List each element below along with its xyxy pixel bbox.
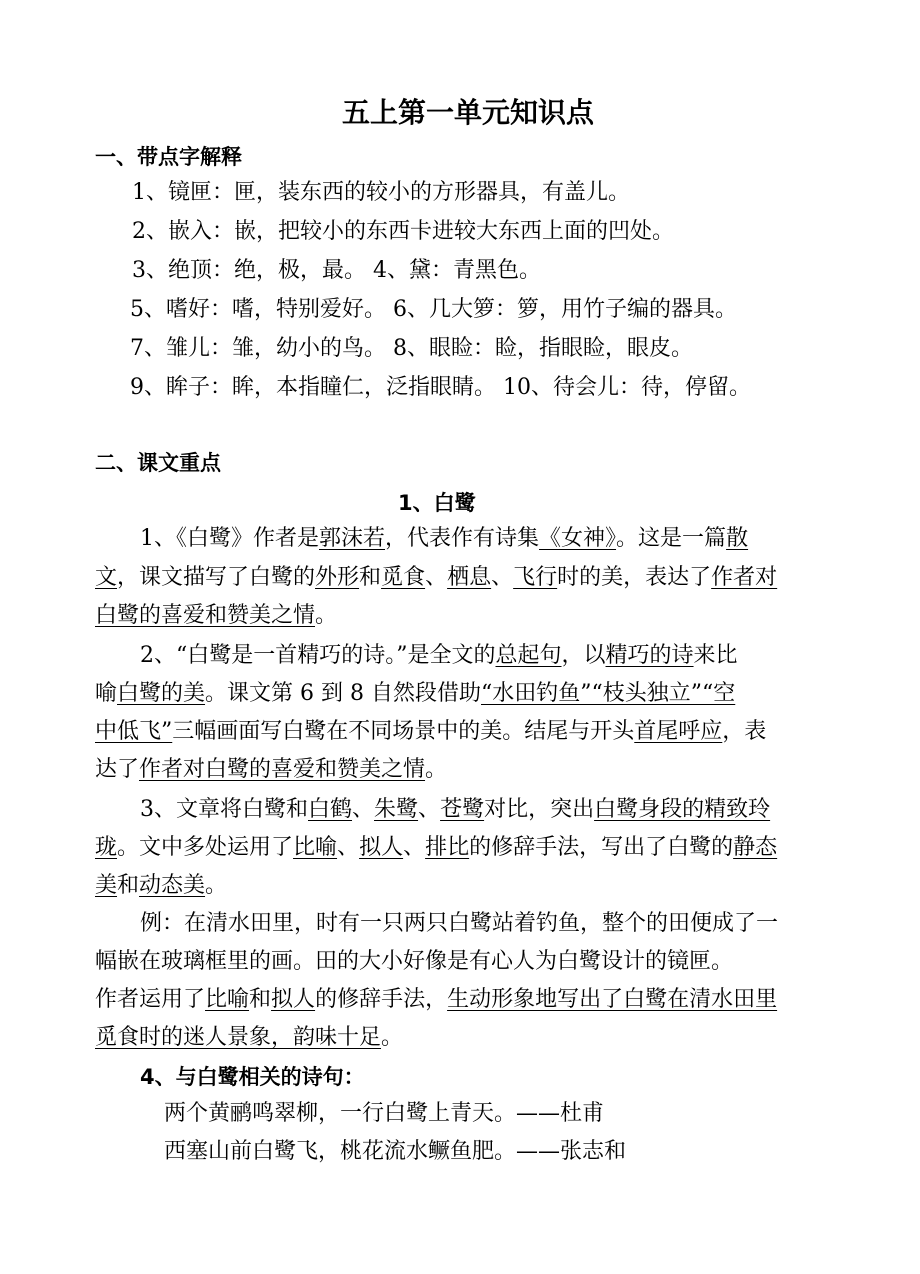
example-line-3: 作者运用了比喻和拟人的修辞手法，生动形象地写出了白鹭在清水田里 [95, 987, 778, 1012]
lesson-title: 1、白鹭 [398, 491, 476, 515]
example-line-2: 幅嵌在玻璃框里的画。田的大小好像是有心人为白鹭设计的镜匣。 [95, 949, 734, 974]
poem-line-1: 两个黄鹂鸣翠柳，一行白鹭上青天。——杜甫 [164, 1101, 605, 1126]
poems-heading: 4、与白鹭相关的诗句： [140, 1065, 365, 1089]
example-line-1: 例：在清水田里，时有一只两只白鹭站着钓鱼，整个的田便成了一 [140, 911, 779, 936]
term-line-2: 2、嵌入：嵌，把较小的东西卡进较大东西上面的凹处。 [132, 219, 674, 244]
paragraph-2-line-1: 2、“白鹭是一首精巧的诗。”是全文的总起句，以精巧的诗来比 [140, 643, 738, 668]
term-line-4: 5、嗜好：嗜，特别爱好。 6、几大箩：箩，用竹子编的器具。 [130, 297, 737, 322]
paragraph-2-line-3: 中低飞”三幅画面写白鹭在不同场景中的美。结尾与开头首尾呼应，表 [95, 719, 767, 744]
term-line-6: 9、眸子：眸，本指瞳仁，泛指眼睛。 10、待会儿：待，停留。 [130, 375, 751, 400]
paragraph-3-line-2: 珑。文中多处运用了比喻、拟人、排比的修辞手法，写出了白鹭的静态 [95, 835, 778, 860]
paragraph-3-line-1: 3、文章将白鹭和白鹤、朱鹭、苍鹭对比，突出白鹭身段的精致玲 [140, 797, 771, 822]
paragraph-1-line-2: 文，课文描写了白鹭的外形和觅食、栖息、飞行时的美，表达了作者对 [95, 565, 778, 590]
section-heading-2: 二、课文重点 [95, 451, 221, 475]
term-line-5: 7、雏儿：雏，幼小的鸟。 8、眼睑：睑，指眼睑，眼皮。 [130, 336, 693, 361]
example-line-4: 觅食时的迷人景象，韵味十足。 [95, 1025, 404, 1050]
paragraph-3-line-3: 美和动态美。 [95, 873, 228, 898]
paragraph-1-line-3: 白鹭的喜爱和赞美之情。 [95, 603, 338, 628]
paragraph-1-line-1: 1、《白鹭》作者是郭沫若，代表作有诗集《女神》。这是一篇散 [140, 526, 749, 551]
term-line-3: 3、绝顶：绝，极，最。 4、黛：青黑色。 [132, 258, 541, 283]
underline-author: 郭沫若 [319, 526, 386, 551]
underline-collection: 《女神》 [539, 526, 617, 551]
term-line-1: 1、镜匣：匣，装东西的较小的方形器具，有盖儿。 [132, 180, 630, 205]
section-heading-1: 一、带点字解释 [95, 145, 242, 169]
page-title: 五上第一单元知识点 [342, 96, 595, 129]
poem-line-2: 西塞山前白鹭飞，桃花流水鳜鱼肥。——张志和 [164, 1139, 627, 1164]
paragraph-2-line-4: 达了作者对白鹭的喜爱和赞美之情。 [95, 757, 448, 782]
paragraph-2-line-2: 喻白鹭的美。课文第 6 到 8 自然段借助“水田钓鱼”“枝头独立”“空 [95, 681, 736, 706]
